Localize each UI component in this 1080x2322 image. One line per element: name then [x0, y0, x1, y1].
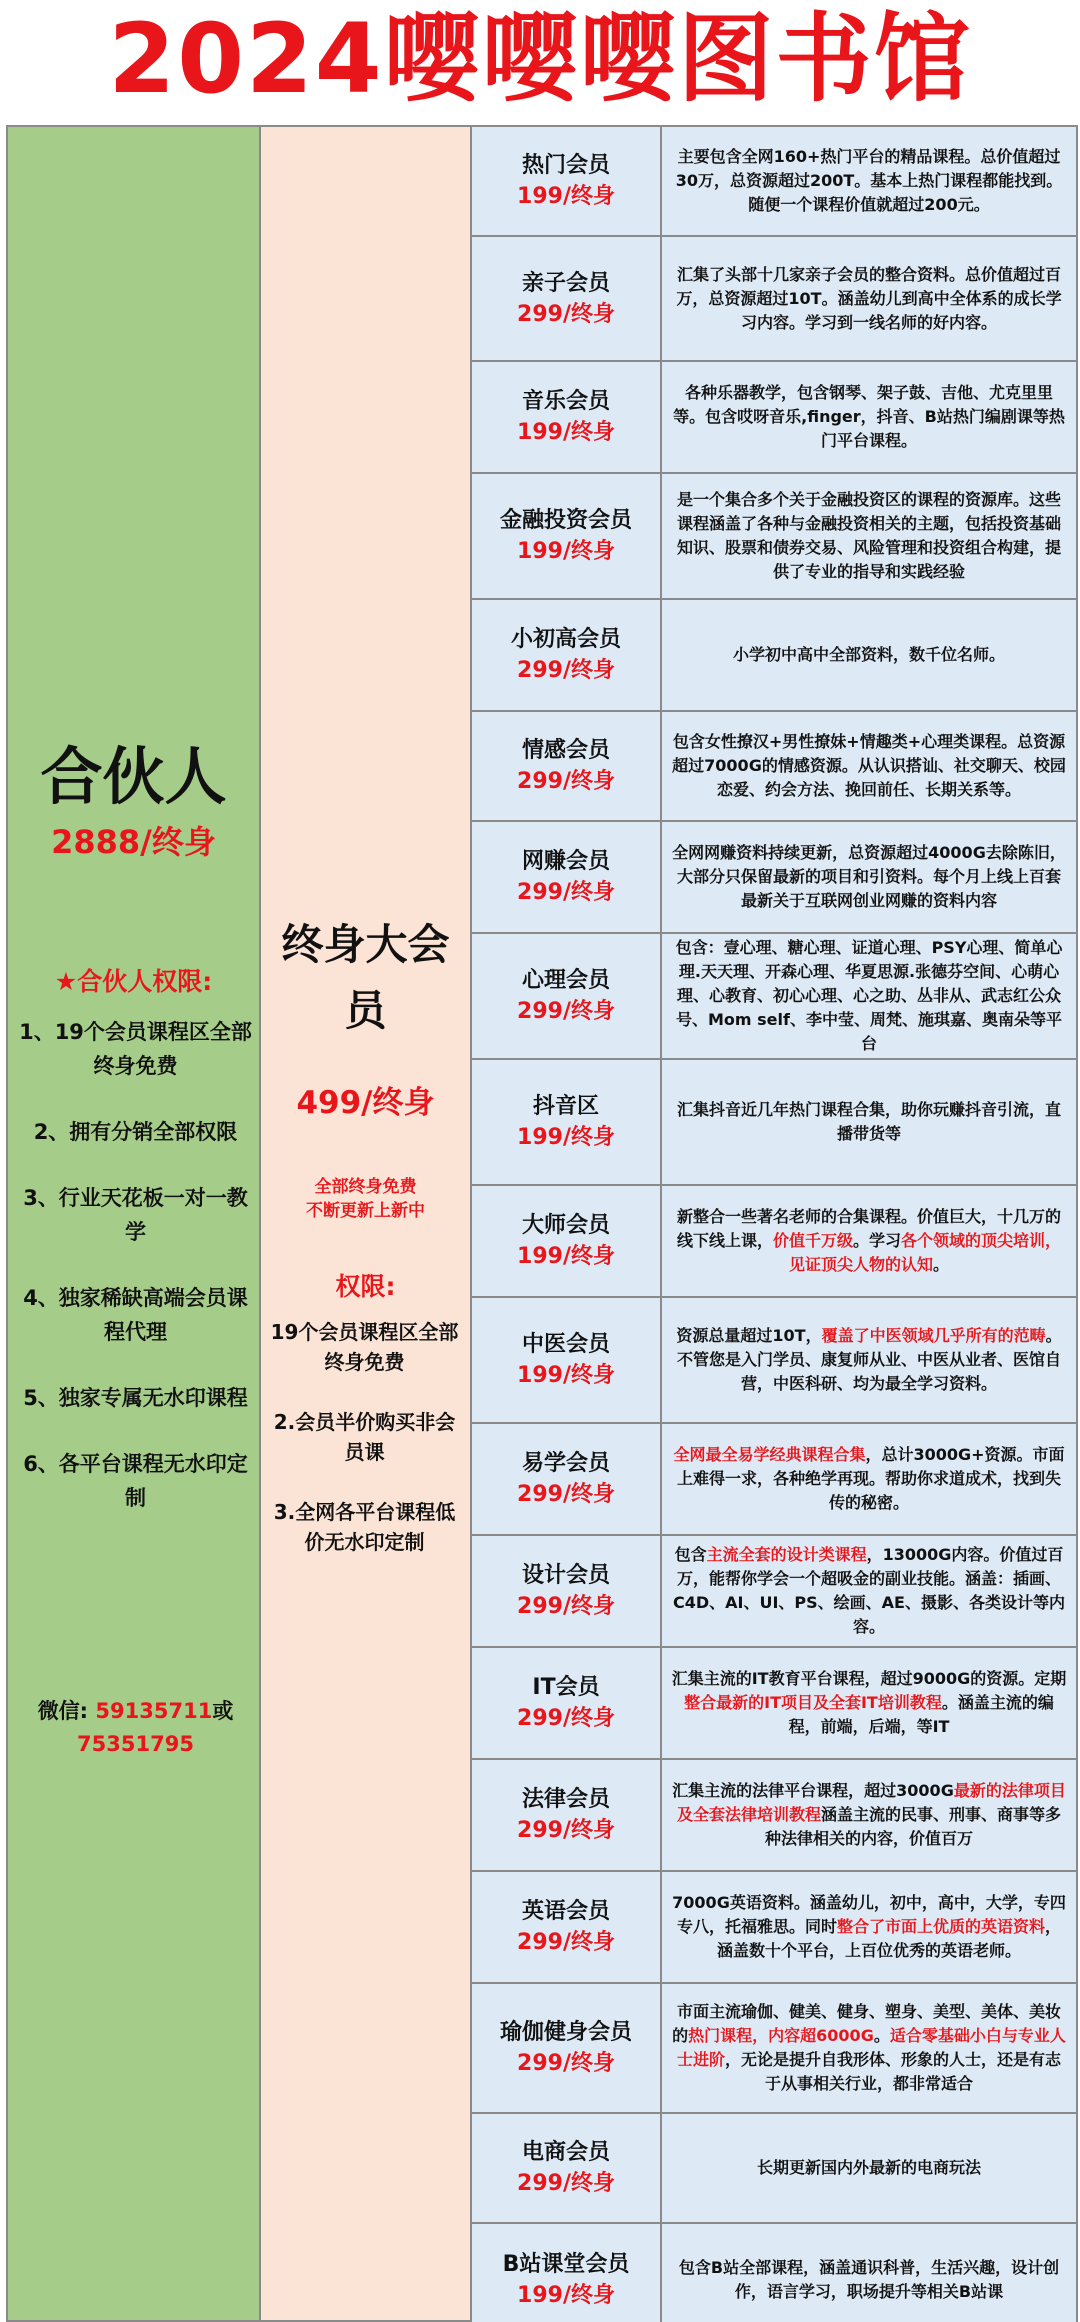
membership-name: 法律会员 [521, 1787, 610, 1812]
membership-row [472, 1298, 1076, 1424]
membership-row [472, 1760, 1076, 1872]
partner-permissions-heading: ★合伙人权限: [54, 967, 213, 996]
membership-name-cell [472, 822, 662, 932]
membership-name-cell [472, 362, 662, 472]
membership-price: 299/终身 [517, 301, 615, 327]
membership-price: 299/终身 [517, 880, 615, 905]
membership-description [662, 1872, 1076, 1982]
membership-price: 299/终身 [517, 2051, 615, 2076]
membership-name-cell [472, 1060, 662, 1184]
description-text: 7000G英语资料。涵盖幼儿，初中，高中，大学，专四专八，托福雅思。同时 [672, 1893, 1066, 1936]
membership-name-cell [472, 237, 662, 360]
description-text: 各种乐器教学，包含钢琴、架子鼓、吉他、尤克里里等。包含哎呀音乐,finger，抖音、B站热门编剧课等热门平台课程。 [673, 383, 1065, 450]
membership-price: 199/终身 [517, 2282, 615, 2308]
membership-description [662, 127, 1076, 235]
description-highlight: 热门课程，内容超6000G [688, 2026, 874, 2045]
membership-row [472, 1872, 1076, 1984]
membership-description [662, 2114, 1076, 2222]
membership-row [472, 362, 1076, 474]
description-text: ，无论是提升自我形体、形象的人士，还是有志于从事相关行业，都非常适合 [725, 2050, 1062, 2093]
partner-permission: 5、独家专属无水印课程 [23, 1386, 248, 1410]
membership-row [472, 1060, 1076, 1186]
partner-permission: 2、拥有分销全部权限 [33, 1120, 238, 1144]
membership-description [662, 474, 1076, 598]
membership-name-cell [472, 712, 662, 820]
membership-price: 299/终身 [517, 1482, 615, 1507]
membership-price: 299/终身 [517, 999, 615, 1024]
membership-description [662, 2224, 1076, 2322]
page-title: 2024嘤嘤嘤图书馆 [108, 3, 972, 115]
description-text: 涵盖主流的民事、刑事、商事等多种法律相关的内容，价值百万 [764, 1805, 1062, 1848]
membership-name-cell [472, 474, 662, 598]
description-text: 包含B站全部课程，涵盖通识科普，生活兴趣，设计创作，语言学习，职场提升等相关B站课 [678, 2257, 1060, 2301]
description-text: 包含 [674, 1545, 707, 1564]
description-text: 市面主流瑜伽、健美、健身、塑身、美型、美体、美妆的 [672, 2002, 1061, 2045]
membership-name-cell [472, 1536, 662, 1646]
membership-row [472, 1648, 1076, 1760]
description-text: 。 [873, 2026, 890, 2045]
membership-price: 199/终身 [517, 539, 615, 564]
membership-name: 英语会员 [521, 1899, 610, 1924]
lifetime-permission: 3.全网各平台课程低价无水印定制 [273, 1500, 456, 1554]
membership-description [662, 712, 1076, 820]
lifetime-permission: 19个会员课程区全部终身免费 [270, 1320, 459, 1374]
membership-description [662, 822, 1076, 932]
description-highlight: 主流全套的设计类课程 [706, 1545, 867, 1564]
description-text: ，13000G内容。价值过百万，能帮你学会一个超吸金的副业技能。涵盖：插画、C4D、AI、UI、PS、绘画、AE、摄影、各类设计等内容。 [672, 1545, 1065, 1636]
membership-price: 299/终身 [517, 1818, 615, 1843]
description-text: 汇集主流的IT教育平台课程，超过9000G的资源。定期 [671, 1669, 1067, 1688]
membership-price: 199/终身 [517, 1244, 615, 1269]
membership-row [472, 237, 1076, 362]
membership-name: 中医会员 [521, 1332, 610, 1357]
contact-number-2: 75351795 [77, 1732, 194, 1756]
membership-name: 抖音区 [532, 1094, 599, 1119]
membership-description [662, 1648, 1076, 1758]
description-text: 小学初中高中全部资料，数千位名师。 [732, 645, 1005, 664]
membership-description [662, 1298, 1076, 1422]
membership-name-cell [472, 1648, 662, 1758]
membership-name: IT会员 [532, 1675, 600, 1700]
membership-name: B站课堂会员 [502, 2251, 630, 2277]
description-text: 是一个集合多个关于金融投资区的课程的资源库。这些课程涵盖了各种与金融投资相关的主题，包括投资基础知识、股票和债券交易、风险管理和投资组合构建，提供了专业的指导和实践经验 [676, 490, 1061, 581]
membership-name: 心理会员 [521, 968, 610, 993]
membership-description [662, 237, 1076, 360]
membership-price: 199/终身 [517, 1363, 615, 1388]
lifetime-permissions-heading: 权限: [335, 1272, 396, 1301]
description-highlight: 全网最全易学经典课程合集 [673, 1445, 866, 1464]
membership-price: 299/终身 [517, 1594, 615, 1619]
lifetime-note [261, 1175, 470, 1223]
contact-or: 或 [212, 1699, 234, 1723]
membership-row [472, 2114, 1076, 2224]
membership-description [662, 1060, 1076, 1184]
membership-description [662, 600, 1076, 710]
membership-name: 大师会员 [521, 1213, 610, 1238]
description-highlight: 价值千万级 [772, 1231, 853, 1250]
membership-description [662, 934, 1076, 1058]
membership-name: 瑜伽健身会员 [499, 2020, 632, 2045]
partner-permission: 4、独家稀缺高端会员课程代理 [23, 1286, 248, 1344]
membership-row [472, 474, 1076, 600]
partner-permissions-list [18, 1015, 253, 1547]
description-highlight: 整合了市面上优质的英语资料 [836, 1917, 1045, 1936]
membership-row [472, 600, 1076, 712]
description-text: ，涵盖数十个平台，上百位优秀的英语老师。 [716, 1917, 1062, 1960]
membership-name-cell [472, 2114, 662, 2222]
membership-name-cell [472, 1298, 662, 1422]
membership-row [472, 934, 1076, 1060]
lifetime-title: 终身大会员 [281, 920, 450, 1035]
membership-name-cell [472, 1760, 662, 1870]
description-text: 新整合一些著名老师的合集课程。价值巨大，十几万的线下线上课， [676, 1207, 1061, 1250]
partner-permission: 1、19个会员课程区全部终身免费 [19, 1020, 252, 1078]
membership-name-cell [472, 1186, 662, 1296]
description-text: 汇集主流的法律平台课程，超过3000G [672, 1781, 954, 1800]
membership-name-cell [472, 600, 662, 710]
membership-price: 299/终身 [517, 1930, 615, 1955]
membership-name: 热门会员 [521, 153, 610, 178]
membership-row [472, 1984, 1076, 2114]
description-highlight: 覆盖了中医领域几乎所有的范畴 [821, 1326, 1046, 1345]
membership-name: 情感会员 [521, 738, 610, 763]
membership-name: 电商会员 [521, 2140, 610, 2165]
description-text: 汇集了头部十几家亲子会员的整合资料。总价值超过百万，总资源超过10T。涵盖幼儿到高中全体系的成长学习内容。学习到一线名师的好内容。 [676, 264, 1062, 332]
membership-price: 299/终身 [517, 1706, 615, 1731]
description-text: 。学习 [853, 1231, 902, 1250]
description-text: 。不管您是入门学员、康复师从业、中医从业者、医馆自营，中医科研、均为最全学习资料。 [676, 1326, 1062, 1393]
description-text: 汇集抖音近几年热门课程合集，助你玩赚抖音引流，直播带货等 [676, 1100, 1061, 1143]
lifetime-note-line: 不断更新上新中 [306, 1201, 425, 1221]
lifetime-permission: 2.会员半价购买非会员课 [273, 1410, 456, 1464]
membership-price: 199/终身 [517, 1125, 615, 1150]
membership-row [472, 1424, 1076, 1536]
description-text: 包含：壹心理、糖心理、证道心理、PSY心理、简单心理.天天理、开森心理、华夏思源.张德芬空间、心萌心理、心教育、初心心理、心之助、丛非从、武志红公众号、Mom self、李中莹、周梵、施琪嘉、奥南朵等平台 [675, 938, 1063, 1053]
membership-name: 亲子会员 [521, 270, 610, 296]
membership-name-cell [472, 1424, 662, 1534]
membership-description [662, 1536, 1076, 1646]
description-text: 长期更新国内外最新的电商玩法 [756, 2158, 981, 2177]
membership-name: 金融投资会员 [499, 508, 632, 533]
membership-price: 199/终身 [517, 420, 615, 445]
description-text: ，总计3000G+资源。市面上难得一求，各种绝学再现。帮助你求道成术，找到失传的秘密。 [676, 1445, 1065, 1512]
membership-price: 299/终身 [517, 2171, 615, 2196]
lifetime-column [261, 125, 472, 2322]
lifetime-permissions-list [265, 1317, 464, 1587]
membership-description [662, 1760, 1076, 1870]
contact-label: 微信: [37, 1699, 89, 1723]
membership-description [662, 362, 1076, 472]
membership-row [472, 1536, 1076, 1648]
partner-permission: 6、各平台课程无水印定制 [23, 1452, 248, 1510]
description-text: 全网网赚资料持续更新，总资源超过4000G去除陈旧，大部分只保留最新的项目和引资料。每个月上线上百套最新关于互联网创业网赚的资料内容 [672, 843, 1066, 910]
membership-price: 299/终身 [517, 769, 615, 794]
membership-name-cell [472, 934, 662, 1058]
lifetime-note-line: 全部终身免费 [314, 1177, 417, 1197]
description-text: 。 [933, 1255, 950, 1274]
membership-name: 易学会员 [521, 1451, 610, 1476]
membership-row [472, 127, 1076, 237]
membership-name: 设计会员 [521, 1563, 610, 1588]
membership-name-cell [472, 2224, 662, 2322]
membership-name: 小初高会员 [510, 627, 621, 652]
partner-price: 2888/终身 [51, 823, 216, 861]
partner-title: 合伙人 [40, 740, 227, 813]
partner-permission: 3、行业天花板一对一教学 [23, 1186, 248, 1244]
partner-column [6, 125, 261, 2322]
description-highlight: 最新的法律项目及全套法律培训教程 [676, 1781, 1066, 1824]
lifetime-price: 499/终身 [296, 1085, 435, 1121]
membership-name: 网赚会员 [521, 849, 610, 874]
description-text: 主要包含全网160+热门平台的精品课程。总价值超过30万，总资源超过200T。基本上热门课程都能找到。随便一个课程价值就超过200元。 [675, 147, 1063, 214]
membership-name: 音乐会员 [521, 389, 610, 414]
membership-row [472, 712, 1076, 822]
description-text: 。涵盖主流的编程，前端，后端，等IT [788, 1693, 1054, 1736]
description-text: 包含女性撩汉+男性撩妹+情趣类+心理类课程。总资源超过7000G的情感资源。从认识搭讪、社交聊天、校园恋爱、约会方法、挽回前任、长期关系等。 [672, 732, 1066, 799]
membership-description [662, 1984, 1076, 2112]
membership-name-cell [472, 1872, 662, 1982]
description-highlight: 适合零基础小白与专业人士进阶 [676, 2026, 1066, 2069]
membership-row [472, 822, 1076, 934]
membership-price: 299/终身 [517, 658, 615, 683]
contact-number-1: 59135711 [95, 1699, 213, 1723]
membership-table [472, 125, 1078, 2322]
description-text: 资源总量超过10T， [676, 1326, 822, 1345]
membership-row [472, 1186, 1076, 1298]
membership-name-cell [472, 1984, 662, 2112]
description-highlight: 各个领域的顶尖培训，见证顶尖人物的认知 [788, 1231, 1062, 1274]
membership-description [662, 1424, 1076, 1534]
membership-description [662, 1186, 1076, 1296]
description-highlight: 整合最新的IT项目及全套IT培训教程 [684, 1693, 942, 1712]
partner-contact [14, 1695, 257, 1761]
membership-row [472, 2224, 1076, 2322]
membership-name-cell [472, 127, 662, 235]
membership-price: 199/终身 [517, 184, 615, 209]
